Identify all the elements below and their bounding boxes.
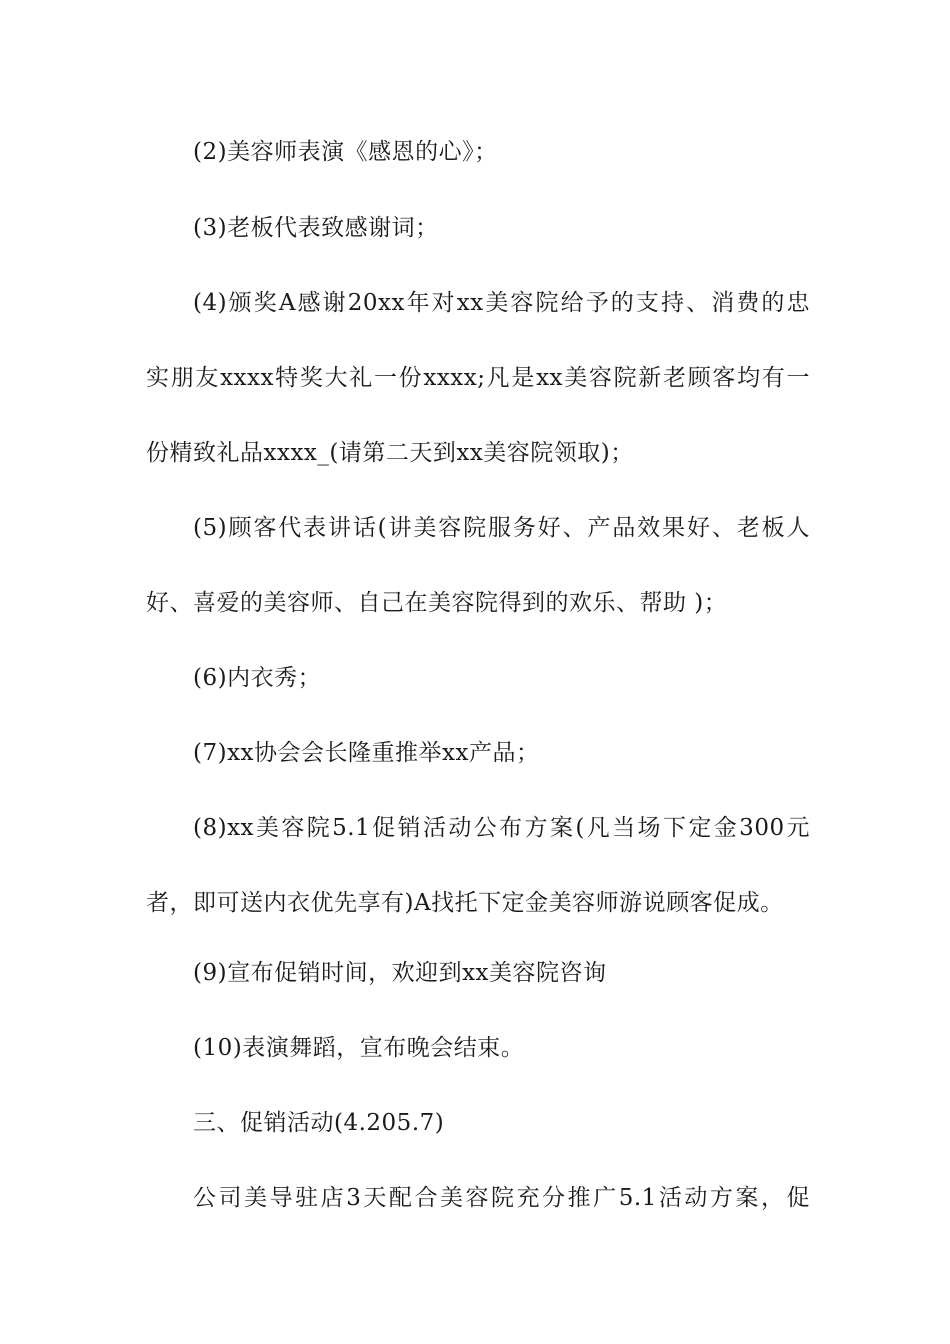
text-line-10: (8)xx美容院5.1促销活动公布方案(凡当场下定金300元 bbox=[193, 815, 810, 841]
text-line-7: 好、喜爱的美容师、自己在美容院得到的欢乐、帮助 )； bbox=[146, 590, 728, 616]
text-line-4: 实朋友xxxx特奖大礼一份xxxx;凡是xx美容院新老顾客均有一 bbox=[146, 365, 810, 391]
text-line-8: (6)内衣秀； bbox=[193, 665, 322, 691]
text-line-15: 公司美导驻店3天配合美容院充分推广5.1活动方案，促 bbox=[193, 1185, 810, 1211]
text-line-13: (10)表演舞蹈，宣布晚会结束。 bbox=[193, 1035, 525, 1061]
text-line-3: (4)颁奖A感谢20xx年对xx美容院给予的支持、消费的忠 bbox=[193, 290, 810, 316]
text-line-6: (5)顾客代表讲话(讲美容院服务好、产品效果好、老板人 bbox=[193, 515, 810, 541]
text-line-2: (3)老板代表致感谢词； bbox=[193, 215, 439, 241]
text-line-12: (9)宣布促销时间，欢迎到xx美容院咨询 bbox=[193, 960, 607, 986]
text-line-5: 份精致礼品xxxx_(请第二天到xx美容院领取)； bbox=[146, 440, 634, 466]
section-heading: 三、促销活动(4.205.7) bbox=[193, 1110, 445, 1136]
text-line-11: 者，即可送内衣优先享有)A找托下定金美容师游说顾客促成。 bbox=[146, 890, 784, 916]
text-line-9: (7)xx协会会长隆重推举xx产品； bbox=[193, 740, 540, 766]
text-line-1: (2)美容师表演《感恩的心》； bbox=[193, 139, 498, 165]
